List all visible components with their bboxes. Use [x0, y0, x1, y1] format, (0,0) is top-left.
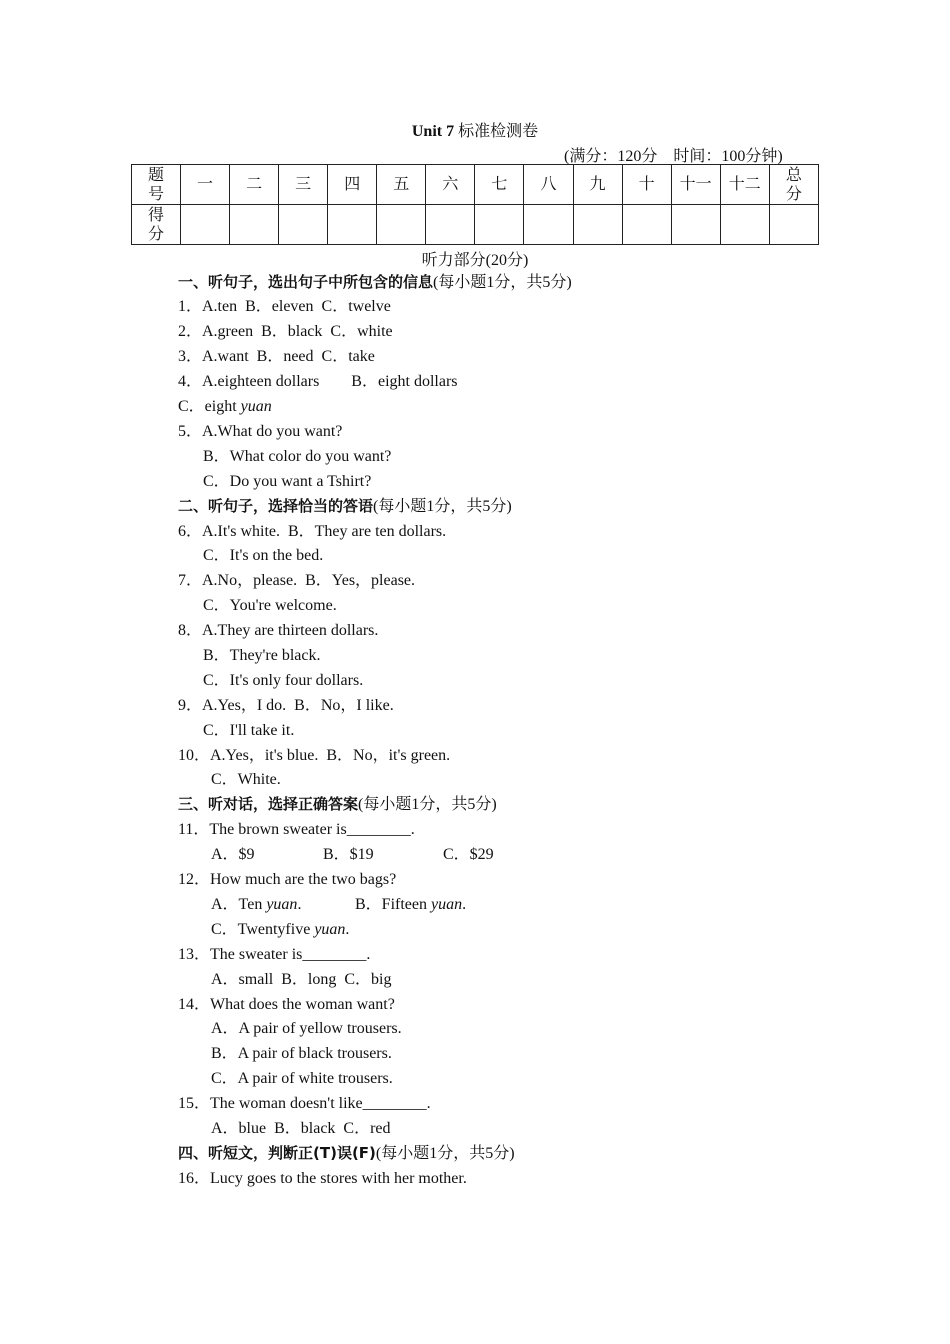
- question-4: 4．A.eighteen dollars B．eight dollars: [178, 373, 458, 390]
- question-14-option-c: C．A pair of white trousers.: [211, 1070, 393, 1087]
- section-2-header: 二、听句子，选择恰当的答语(每小题1分，共5分): [178, 497, 512, 515]
- question-5-option-b: B．What color do you want?: [203, 448, 392, 465]
- question-14-option-a: A．A pair of yellow trousers.: [211, 1020, 402, 1037]
- question-13-options: A．small B．long C．big: [211, 971, 392, 988]
- question-16: 16．Lucy goes to the stores with her mother.: [178, 1170, 467, 1187]
- question-5: 5．A.What do you want?: [178, 423, 343, 440]
- score-col-3: 三: [279, 165, 328, 205]
- score-col-8: 八: [524, 165, 573, 205]
- score-header-row: [132, 165, 819, 205]
- title-unit: Unit 7: [411, 123, 455, 140]
- score-cell-total[interactable]: [769, 205, 818, 245]
- score-col-11: 十一: [671, 165, 720, 205]
- question-8: 8．A.They are thirteen dollars.: [178, 622, 379, 639]
- score-header-label: 题 号: [132, 165, 181, 205]
- section-1-header: 一、听句子，选出句子中所包含的信息(每小题1分，共5分): [178, 273, 572, 291]
- score-input-row: [132, 205, 819, 245]
- question-5-option-c: C．Do you want a Tshirt?: [203, 473, 372, 490]
- question-11-option-c: C．$29: [443, 846, 494, 863]
- section-3-header: 三、听对话，选择正确答案(每小题1分，共5分): [178, 795, 497, 813]
- question-13: 13．The sweater is________.: [178, 946, 371, 963]
- question-9-option-c: C．I'll take it.: [203, 722, 295, 739]
- question-14: 14．What does the woman want?: [178, 996, 395, 1013]
- question-11-option-a: A．$9: [211, 846, 255, 863]
- score-col-2: 二: [230, 165, 279, 205]
- score-col-5: 五: [377, 165, 426, 205]
- question-12-option-a: A．Ten yuan.: [211, 896, 302, 913]
- score-table: [131, 164, 819, 245]
- score-row-label: 得 分: [132, 205, 181, 245]
- question-12: 12．How much are the two bags?: [178, 871, 397, 888]
- question-12-option-b: B．Fifteen yuan.: [355, 896, 467, 913]
- score-col-total: 总 分: [769, 165, 818, 205]
- question-8-option-b: B．They're black.: [203, 647, 321, 664]
- score-col-7: 七: [475, 165, 524, 205]
- score-cell[interactable]: [426, 205, 475, 245]
- score-col-1: 一: [181, 165, 230, 205]
- question-9: 9．A.Yes，I do. B．No，I like.: [178, 697, 394, 714]
- score-col-4: 四: [328, 165, 377, 205]
- listening-section-title: 听力部分(20分): [421, 252, 529, 269]
- question-6-option-c: C．It's on the bed.: [203, 547, 324, 564]
- question-8-option-c: C．It's only four dollars.: [203, 672, 364, 689]
- score-col-9: 九: [573, 165, 622, 205]
- question-7-option-c: C．You're welcome.: [203, 597, 337, 614]
- score-cell[interactable]: [328, 205, 377, 245]
- exam-meta: (满分：120分 时间：100分钟): [564, 148, 783, 165]
- score-col-6: 六: [426, 165, 475, 205]
- question-1: 1．A.ten B．eleven C．twelve: [178, 298, 391, 315]
- question-10: 10．A.Yes，it's blue. B．No，it's green.: [178, 747, 451, 764]
- question-11-option-b: B．$19: [323, 846, 374, 863]
- score-cell[interactable]: [524, 205, 573, 245]
- exam-title: [0, 118, 950, 141]
- score-cell[interactable]: [230, 205, 279, 245]
- score-cell[interactable]: [720, 205, 769, 245]
- question-2: 2．A.green B．black C．white: [178, 323, 393, 340]
- question-10-option-c: C．White.: [211, 771, 281, 788]
- score-col-12: 十二: [720, 165, 769, 205]
- question-12-option-c: C．Twentyfive yuan.: [211, 921, 350, 938]
- question-15: 15．The woman doesn't like________.: [178, 1095, 431, 1112]
- question-6: 6．A.It's white. B．They are ten dollars.: [178, 523, 447, 540]
- question-4-option-c: C．eight yuan: [178, 398, 272, 415]
- question-15-options: A．blue B．black C．red: [211, 1120, 391, 1137]
- question-3: 3．A.want B．need C．take: [178, 348, 375, 365]
- title-text: 标准检测卷: [458, 123, 539, 140]
- score-cell[interactable]: [279, 205, 328, 245]
- question-14-option-b: B．A pair of black trousers.: [211, 1045, 392, 1062]
- section-4-header: 四、听短文，判断正(T)误(F)(每小题1分，共5分): [178, 1144, 515, 1162]
- score-cell[interactable]: [573, 205, 622, 245]
- score-cell[interactable]: [181, 205, 230, 245]
- score-cell[interactable]: [622, 205, 671, 245]
- question-7: 7．A.No，please. B．Yes，please.: [178, 572, 416, 589]
- score-cell[interactable]: [671, 205, 720, 245]
- score-cell[interactable]: [377, 205, 426, 245]
- score-cell[interactable]: [475, 205, 524, 245]
- question-11: 11．The brown sweater is________.: [178, 821, 415, 838]
- score-col-10: 十: [622, 165, 671, 205]
